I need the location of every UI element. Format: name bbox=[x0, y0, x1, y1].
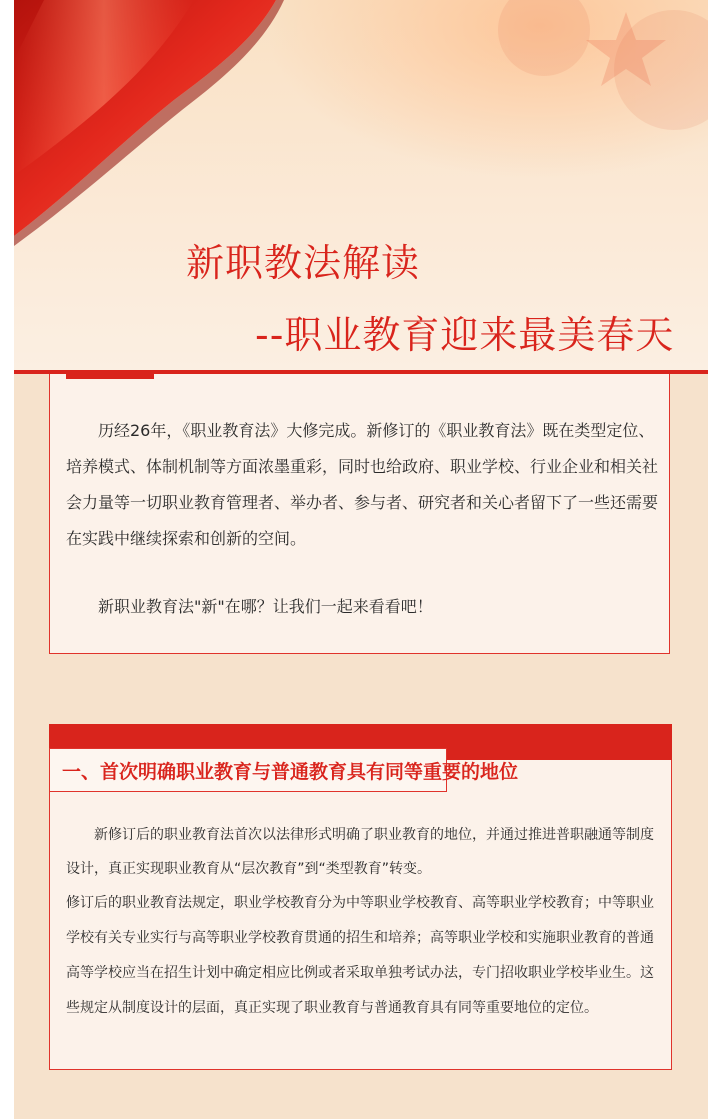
intro-paragraph-2: 新职业教育法"新"在哪？让我们一起来看看吧！ bbox=[98, 597, 433, 616]
right-margin bbox=[708, 0, 720, 1119]
section-1-title: 一、首次明确职业教育与普通教育具有同等重要的地位 bbox=[62, 761, 519, 783]
header-banner bbox=[14, 0, 708, 372]
section-1-paragraph-1: 新修订后的职业教育法首次以法律形式明确了职业教育的地位，并通过推进普职融通等制度设计，真正实现职业教育从“层次教育”到“类型教育”转变。 bbox=[66, 827, 654, 877]
left-margin bbox=[0, 0, 14, 1119]
intro-paragraph-1: 历经26年，《职业教育法》大修完成。新修订的《职业教育法》既在类型定位、培养模式、体制机制等方面浓墨重彩，同时也给政府、职业学校、行业企业和相关社会力量等一切职业教育管理者、举办者、参与者、研究者和关心者留下了一些还需要在实践中继续探索和创新的空间。 bbox=[66, 421, 659, 548]
page-subtitle: --职业教育迎来最美春天 bbox=[255, 313, 675, 357]
section-1-paragraph-2: 修订后的职业教育法规定，职业学校教育分为中等职业学校教育、高等职业学校教育；中等职业学校有关专业实行与高等职业学校教育贯通的招生和培养；高等职业学校和实施职业教育的普通高等学校应当在招生计划中确定相应比例或者采取单独考试办法，专门招收职业学校毕业生。这些规定从制度设计的层面，真正实现了职业教育与普通教育具有同等重要地位的定位。 bbox=[66, 895, 654, 1016]
page-title: 新职教法解读 bbox=[186, 241, 421, 285]
intro-accent-bar bbox=[66, 374, 154, 379]
